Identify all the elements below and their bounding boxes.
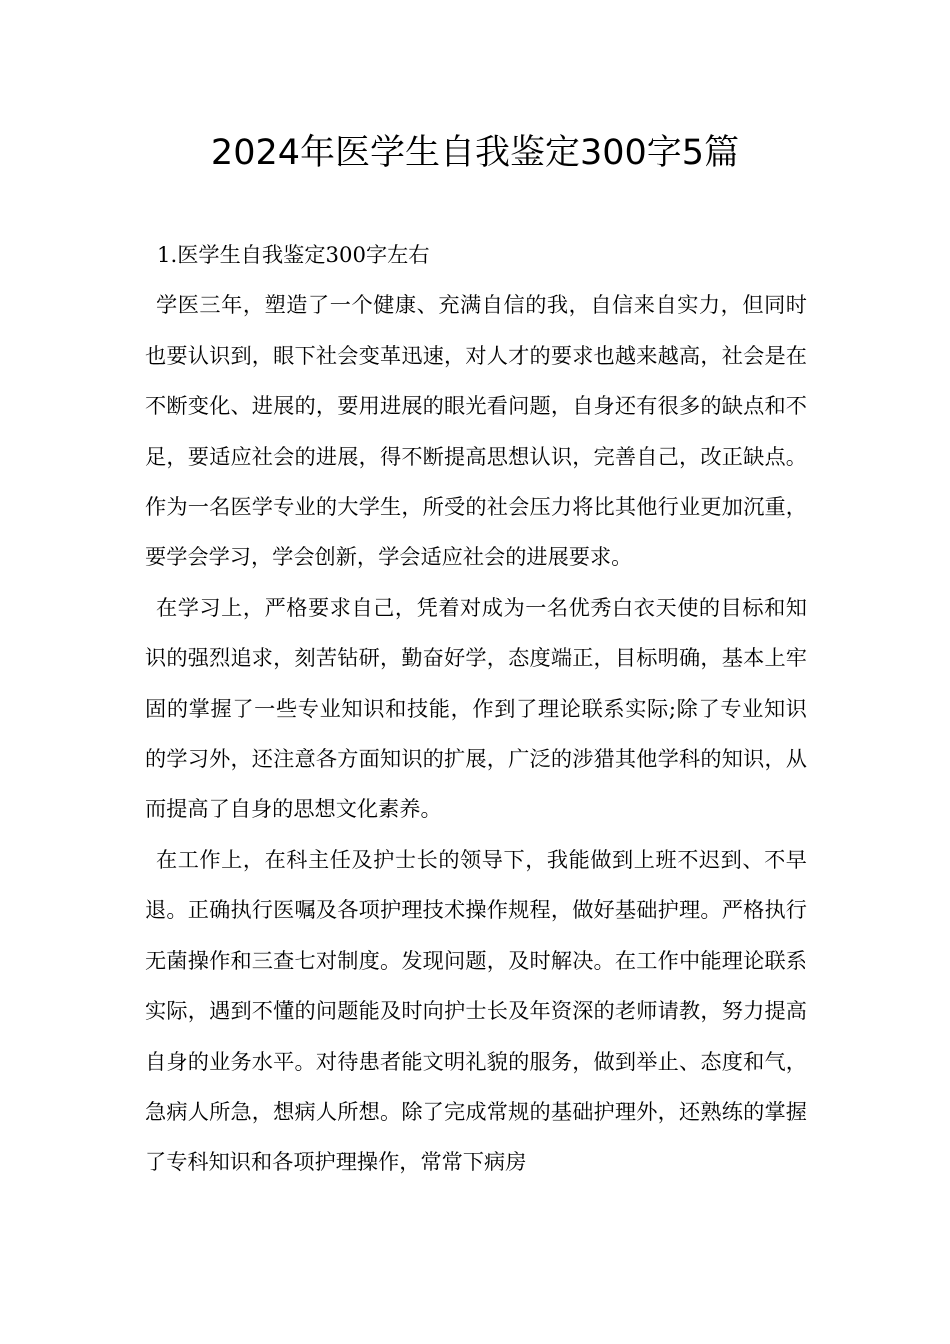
paragraph-2: 在学习上，严格要求自己，凭着对成为一名优秀白衣天使的目标和知识的强烈追求，刻苦钻研，勤奋好学，态度端正，目标明确，基本上牢固的掌握了一些专业知识和技能，作到了理论联系实际;除了专业知识的学习外，还注意各方面知识的扩展，广泛的涉猎其他学科的知识，从而提高了自身的思想文化素养。 bbox=[145, 594, 807, 822]
document-title: 2024年医学生自我鉴定300字5篇 bbox=[210, 133, 740, 173]
paragraph-3: 在工作上，在科主任及护士长的领导下，我能做到上班不迟到、不早退。正确执行医嘱及各项护理技术操作规程，做好基础护理。严格执行无菌操作和三查七对制度。发现问题，及时解决。在工作中能理论联系实际，遇到不懂的问题能及时向护士长及年资深的老师请教，努力提高自身的业务水平。对待患者能文明礼貌的服务，做到举止、态度和气，急病人所急，想病人所想。除了完成常规的基础护理外，还熟练的掌握了专科知识和各项护理操作，常常下病房 bbox=[145, 846, 807, 1175]
document-body bbox=[145, 230, 807, 1188]
section-heading: 1.医学生自我鉴定300字左右 bbox=[157, 242, 430, 267]
paragraph-1: 学医三年，塑造了一个健康、充满自信的我，自信来自实力，但同时也要认识到，眼下社会变革迅速，对人才的要求也越来越高，社会是在不断变化、进展的，要用进展的眼光看问题，自身还有很多的缺点和不足，要适应社会的进展，得不断提高思想认识，完善自己，改正缺点。作为一名医学专业的大学生，所受的社会压力将比其他行业更加沉重，要学会学习，学会创新，学会适应社会的进展要求。 bbox=[145, 292, 807, 570]
